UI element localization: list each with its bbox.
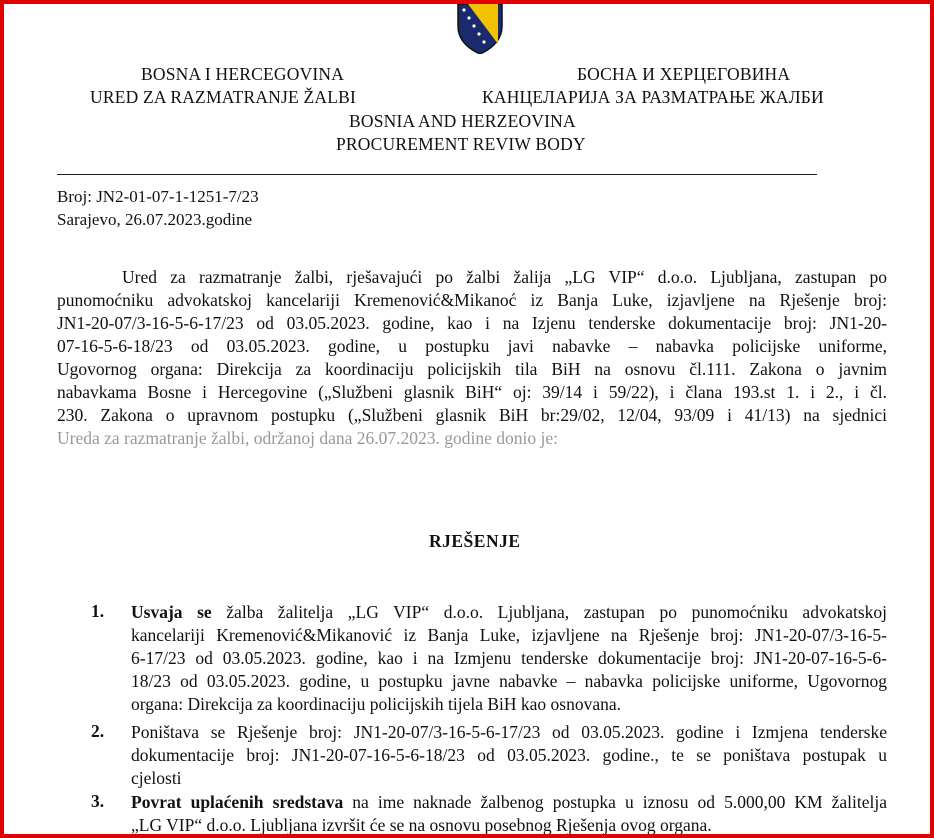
header-right-line2: КАНЦЕЛАРИЈА ЗА РАЗМАТРАЊЕ ЖАЛБИ (482, 87, 824, 107)
header-right-line1: БОСНА И ХЕРЦЕГОВИНА (577, 64, 791, 84)
place-and-date: Sarajevo, 26.07.2023.godine (57, 210, 252, 229)
intro-line: nabavkama Bosne i Hercegovine („Službeni glasnik BiH“ oj: 39/14 i 59/22), i člana 193.st 1. i 2., i čl. (57, 382, 887, 402)
intro-line: Ured za razmatranje žalbi, rješavajući po žalbi žalija „LG VIP“ d.o.o. Ljubljana, zastupan po (122, 267, 887, 287)
intro-line-last: Ureda za razmatranje žalbi, održanoj dana 26.07.2023. godine donio je: (57, 428, 558, 448)
item-number: 3. (91, 791, 105, 811)
intro-line: 230. Zakona o upravnom postupku („Službeni glasnik BiH br:29/02, 12/04, 93/09 i 41/13) na sjednici (57, 405, 887, 425)
item-bold-lead: Usvaja se (131, 602, 212, 622)
decision-item-2: Poništava se Rješenje broj: JN1-20-07/3-16-5-6-17/23 od 03.05.2023. godine i Izmjena tenderske dokumentacije broj: JN1-20-07-16-5-6-18/23 od 03.05.2023. godine., te se poništava postupak u cjelosti (131, 722, 887, 788)
header-left-line2: URED ZA RAZMATRANJE ŽALBI (90, 87, 357, 107)
item-number: 1. (91, 601, 105, 621)
intro-line: punomoćniku advokatskoj kancelariji Kremenović&Mikanoć iz Banja Luke, izjavljene na Rješenje broj: (57, 290, 887, 310)
decision-item-1: Usvaja se žalba žalitelja „LG VIP“ d.o.o. Ljubljana, zastupan po punomoćniku advokatskoj kancelariji Kremenović&Mikanović iz Banja Luke, izjavljene na Rješenje broj: JN1-20-07/3-16-5- 6-17/23 od 03.05.2023. godine, kao i na Izmjenu tenderske dokumentacije broj: JN1-20-07-16-5-6- 18/23 od 03.05.2023. godine, u postupku javne nabavke – nabavka policijske uniforme, Ugovornog organa: Direkcija za koordinaciju policijskih tijela BiH kao osnovana. (131, 602, 887, 714)
decision-item-3: Povrat uplaćenih sredstava na ime naknade žalbenog postupka u iznosu od 5.000,00 KM žalitelja „LG VIP“ d.o.o. Ljubljana izvršit će se na osnovu posebnog Rješenja ovog organa. (131, 792, 887, 835)
coat-of-arms-icon (456, 4, 504, 54)
intro-line: 07-16-5-6-18/23 od 03.05.2023. godine, u postupku javi nabavke – nabavka policijske uniforme, (57, 336, 887, 356)
header-left-line1: BOSNA I HERCEGOVINA (141, 64, 345, 84)
decision-title: RJEŠENJE (429, 531, 521, 551)
header-center-line2: PROCUREMENT REVIW BODY (336, 134, 586, 154)
header-center-line1: BOSNIA AND HERZEOVINA (349, 111, 576, 131)
intro-line: JN1-20-07/3-16-5-6-17/23 od 03.05.2023. godine, kao i na Izjenu tenderske dokumentacije broj: JN1-20- (57, 313, 887, 333)
document-number: Broj: JN2-01-07-1-1251-7/23 (57, 187, 259, 206)
item-number: 2. (91, 721, 105, 741)
item-bold-lead: Povrat uplaćenih sredstava (131, 792, 344, 812)
header-divider (57, 174, 817, 175)
intro-line: Ugovornog organa: Direkcija za koordinaciju policijskih tila BiH na osnovu čl.111. Zakona o javnim (57, 359, 887, 379)
